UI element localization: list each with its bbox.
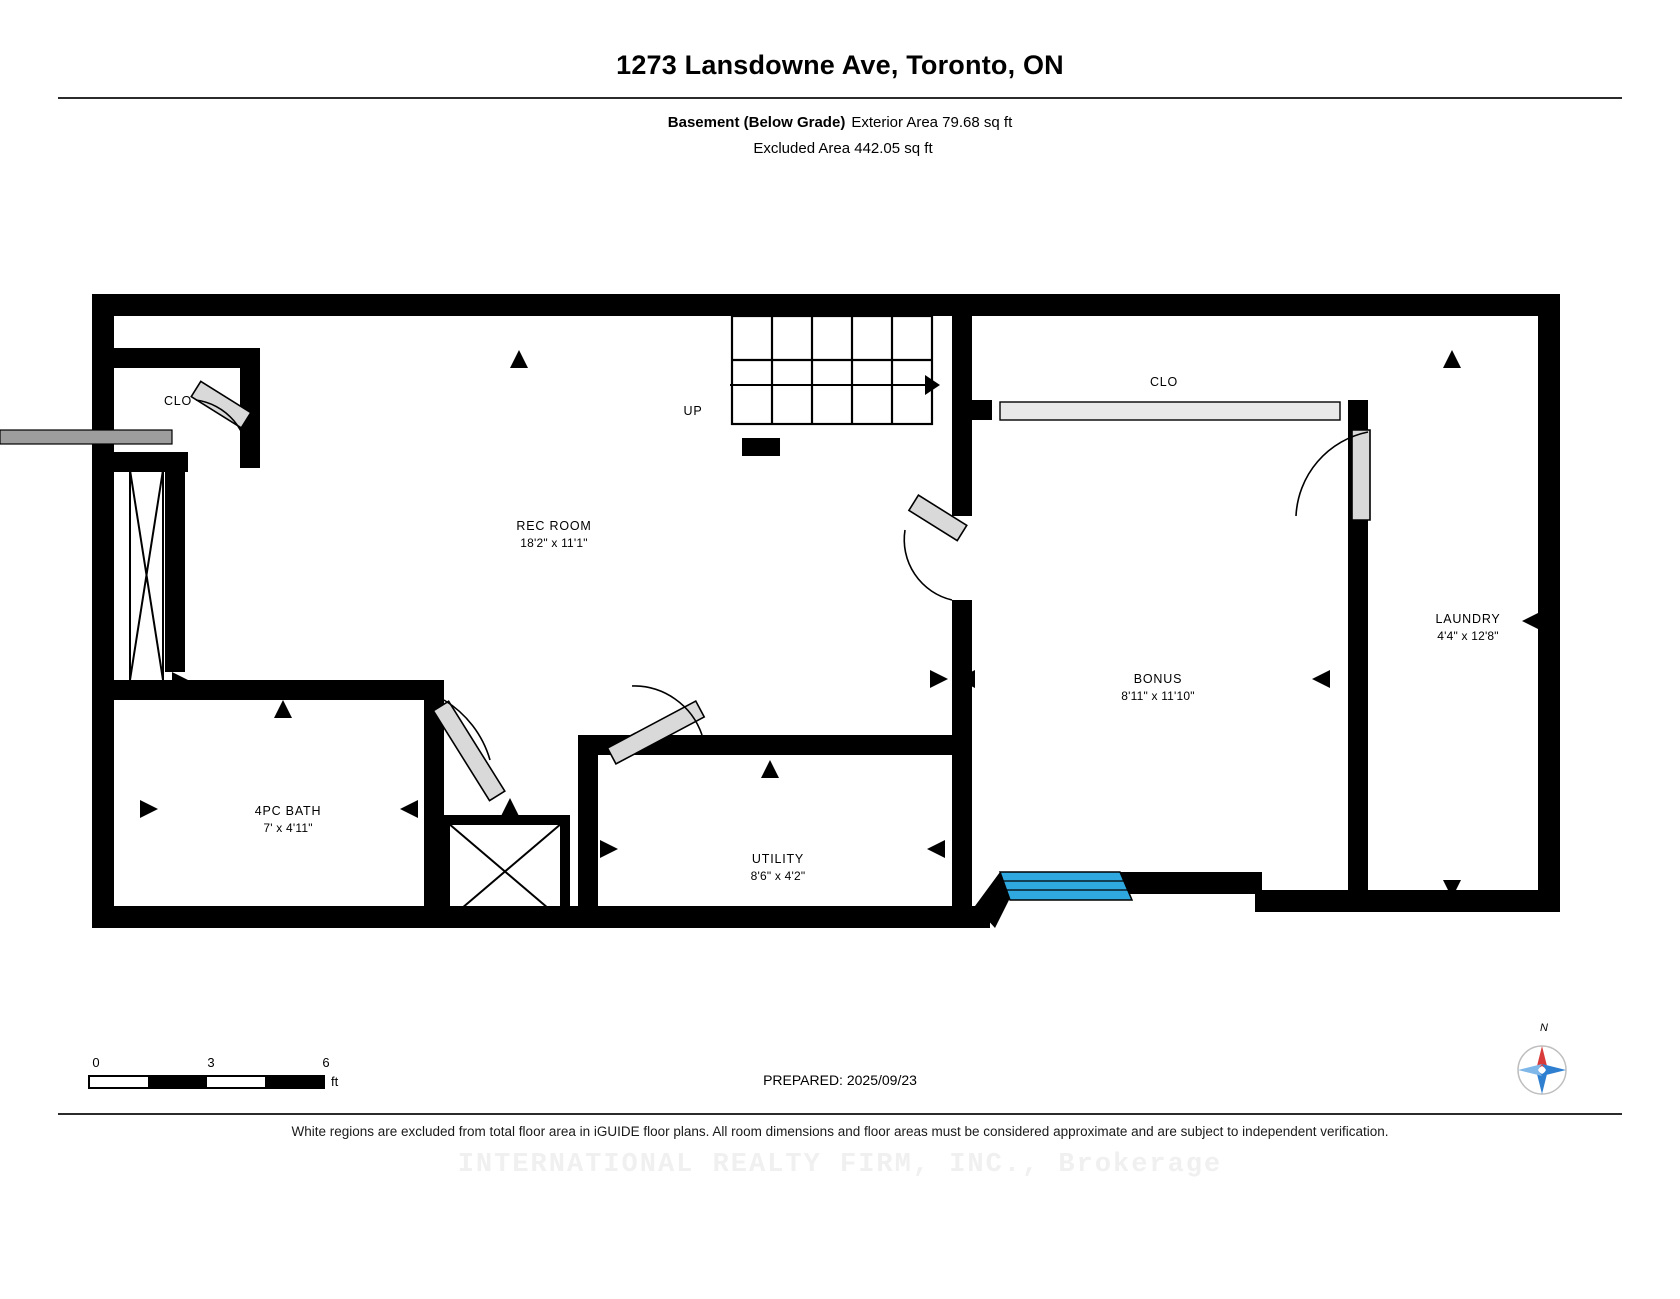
room-label-4pc-bath [255, 803, 322, 837]
compass-icon [1506, 1022, 1578, 1100]
room-name: LAUNDRY [1435, 612, 1501, 626]
excluded-area: Excluded Area 442.05 sq ft [753, 140, 933, 157]
scale-tick-1: 3 [207, 1055, 215, 1070]
window [1000, 872, 1132, 900]
prepared-date: PREPARED: 2025/09/23 [763, 1072, 917, 1088]
closet-label-left: CLO [163, 394, 193, 408]
room-label-bonus [1121, 671, 1195, 705]
room-dimensions: 18'2" x 11'1" [520, 536, 588, 550]
compass-north-label: N [1540, 1022, 1548, 1034]
page-title: 1273 Lansdowne Ave, Toronto, ON [616, 50, 1064, 80]
room-label-utility [751, 851, 806, 885]
room-label-laundry [1435, 611, 1500, 645]
scale-tick-0: 0 [92, 1055, 100, 1070]
exterior-area: Exterior Area 79.68 sq ft [851, 114, 1013, 131]
disclaimer-text: White regions are excluded from total floor area in iGUIDE floor plans. All room dimensions and floor areas must be considered approximate and are subject to independent verification. [291, 1124, 1389, 1139]
room-name: 4PC BATH [254, 804, 322, 818]
room-name: UTILITY [751, 852, 805, 866]
footer-divider [58, 1113, 1622, 1115]
room-name: BONUS [1133, 672, 1183, 686]
level-label: Basement (Below Grade) [667, 114, 846, 131]
scale-unit-label: ft [331, 1074, 339, 1089]
room-dimensions: 8'11" x 11'10" [1121, 689, 1195, 703]
closet-label-right: CLO [1149, 375, 1179, 389]
scale-tick-2: 6 [322, 1055, 330, 1070]
room-label-rec-room [516, 518, 591, 552]
room-name: REC ROOM [516, 519, 592, 533]
room-dimensions: 4'4" x 12'8" [1437, 629, 1499, 643]
room-dimensions: 7' x 4'11" [263, 821, 313, 835]
brokerage-watermark: INTERNATIONAL REALTY FIRM, INC., Brokerage [457, 1150, 1223, 1180]
room-dimensions: 8'6" x 4'2" [750, 869, 806, 883]
stairs-up-label: UP [683, 404, 703, 418]
